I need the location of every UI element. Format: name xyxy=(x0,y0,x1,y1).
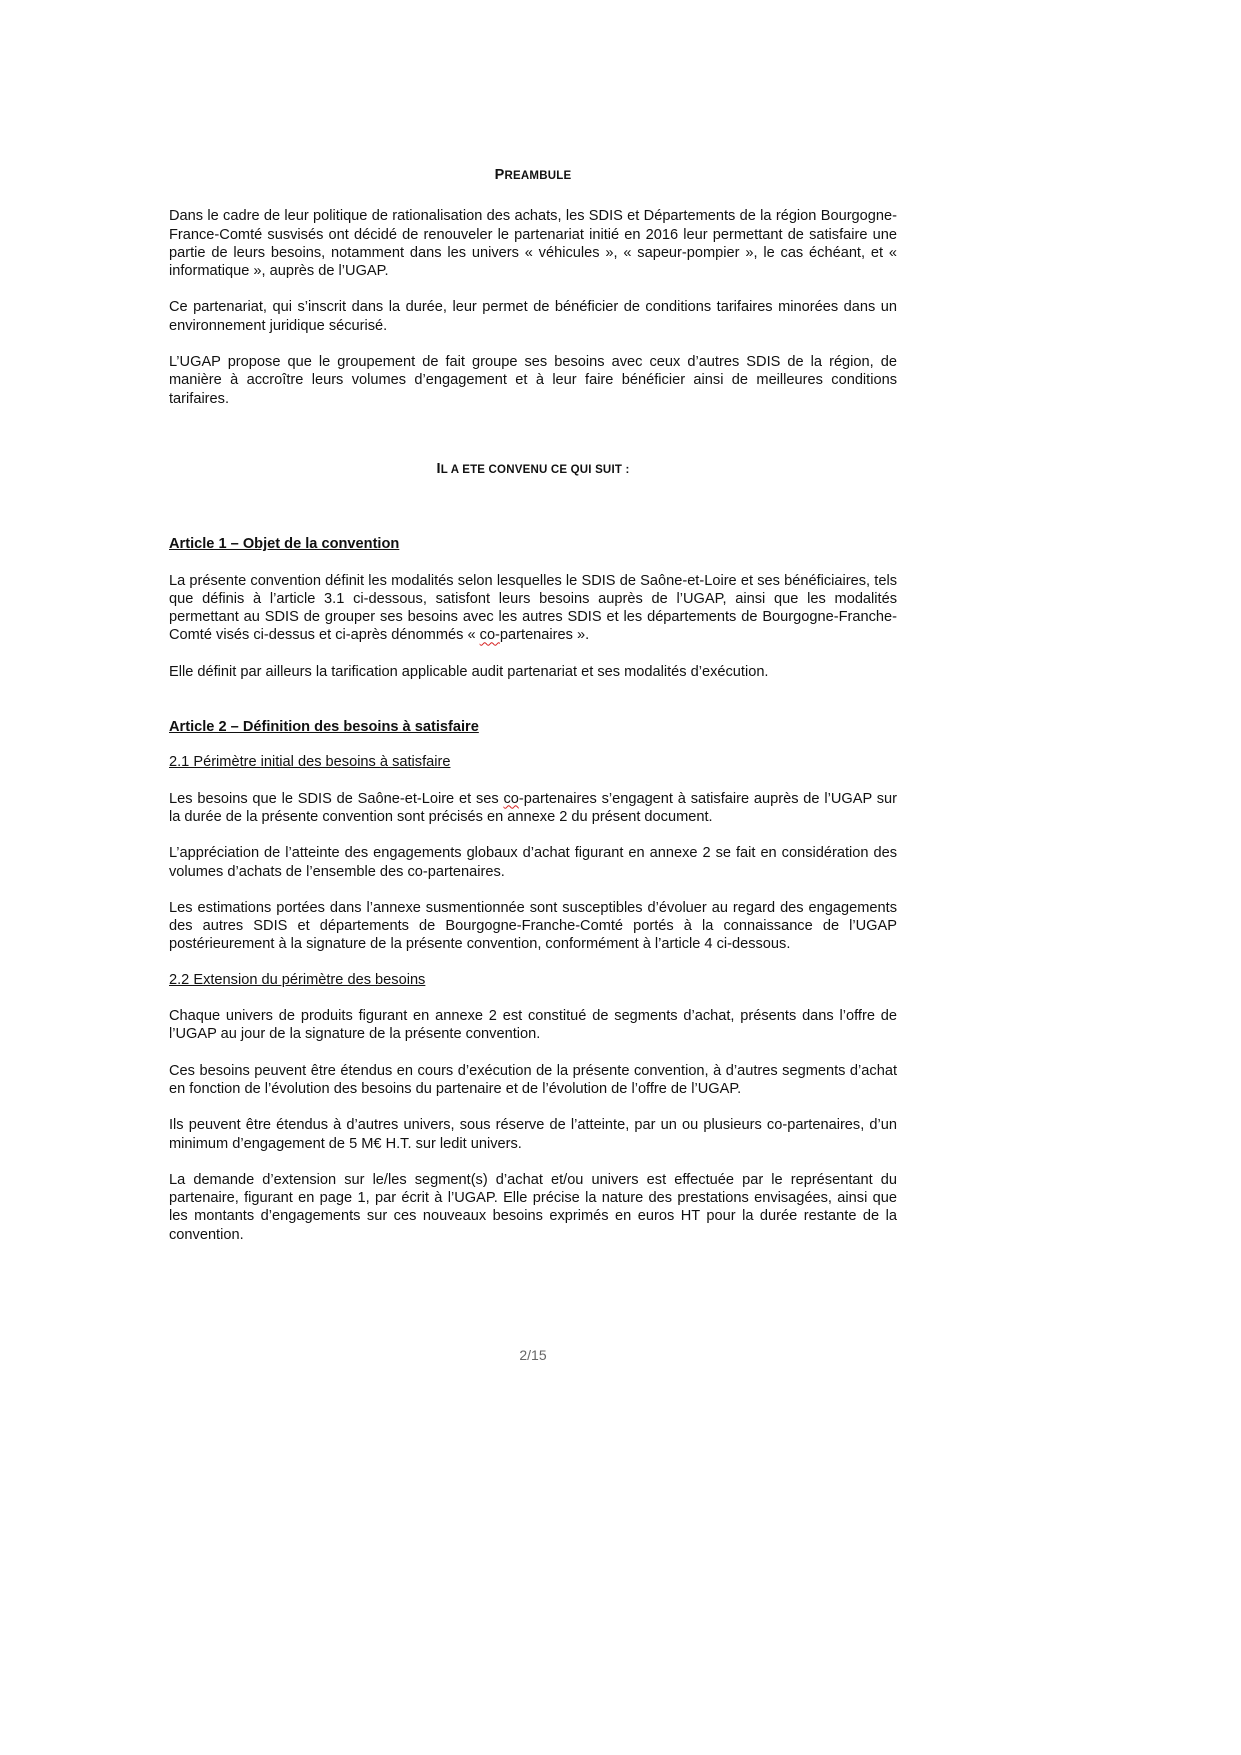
section-2-2-paragraph-2: Ces besoins peuvent être étendus en cours d’exécution de la présente convention, à d’autres segments d’achat en fonction de l’évolution des besoins du partenaire et de l’évolution de l’offre de l’UGAP. xyxy=(169,1062,897,1097)
preamble-title-initial: P xyxy=(494,167,505,183)
section-2-1-paragraph-1 xyxy=(169,790,897,827)
section-2-1-paragraph-2: L’appréciation de l’atteinte des engagements globaux d’achat figurant en annexe 2 se fait en considération des volumes d’achats de l’ensemble des co-partenaires. xyxy=(169,845,897,880)
article-2-title: Article 2 – Définition des besoins à satisfaire xyxy=(169,719,479,736)
preamble-paragraph-2: Ce partenariat, qui s’inscrit dans la durée, leur permet de bénéficier de conditions tarifaires minorées dans un environnement juridique sécurisé. xyxy=(169,299,897,334)
agreement-heading-rest: L A ETE CONVENU CE QUI SUIT : xyxy=(440,463,630,476)
section-2-2-paragraph-3: Ils peuvent être étendus à d’autres univers, sous réserve de l’atteinte, par un ou plusieurs co-partenaires, d’un minimum d’engagement de 5 M€ H.T. sur ledit univers. xyxy=(169,1117,897,1152)
preamble-paragraph-1: Dans le cadre de leur politique de rationalisation des achats, les SDIS et Départements de la région Bourgogne-France-Comté susvisés ont décidé de renouveler le partenariat initié en 2016 leur permettant de satisfaire une partie de leurs besoins, notamment dans les univers « véhicules », « sapeur-pompier », le cas échéant, et « informatique », auprès de l’UGAP. xyxy=(169,208,897,280)
agreement-heading xyxy=(169,460,897,479)
section-2-2-paragraph-4: La demande d’extension sur le/les segment(s) d’achat et/ou univers est effectuée par le représentant du partenaire, figurant en page 1, par écrit à l’UGAP. Elle précise la nature des prestations envisagées, ainsi que les montants d’engagements sur ces nouveaux besoins exprimés en euros HT pour la durée restante de la convention. xyxy=(169,1171,897,1243)
article-1-paragraph-2: Elle définit par ailleurs la tarification applicable audit partenariat et ses modalités d’exécution. xyxy=(169,663,769,680)
agreement-heading-initial: I xyxy=(436,460,441,477)
page-number: 2/15 xyxy=(519,1347,547,1363)
document-page xyxy=(169,166,897,1244)
article-1-title: Article 1 – Objet de la convention xyxy=(169,536,400,553)
article-1-paragraph-1-text: La présente convention définit les modalités selon lesquelles le SDIS de Saône-et-Loire et ses bénéficiaires, tels que définis à l’article 3.1 ci-dessous, satisfont leurs besoins auprès de l’UGAP, ainsi que les modalités permettant au SDIS de grouper ses besoins avec les autres SDIS et les départements de Bourgogne-Franche-Comté visés ci-dessus et ci-après dénommés « xyxy=(169,572,897,644)
preamble-title xyxy=(169,166,897,185)
section-2-1-paragraph-1-end: -partenaires s’engagent à satisfaire auprès de l’UGAP sur la durée de la présente convention sont précisés en annexe 2 du présent document. xyxy=(169,790,897,825)
section-2-2-title: 2.2 Extension du périmètre des besoins xyxy=(169,971,426,988)
spellcheck-flag: co- xyxy=(479,627,500,644)
preamble-title-rest: REAMBULE xyxy=(504,170,572,182)
section-2-1-paragraph-3: Les estimations portées dans l’annexe susmentionnée sont susceptibles d’évoluer au regard des engagements des autres SDIS et départements de Bourgogne-Franche-Comté portés à la connaissance de l’UGAP postérieurement à la signature de la présente convention, conformément à l’article 4 ci-dessous. xyxy=(169,899,897,953)
article-1-paragraph-1 xyxy=(169,572,897,645)
preamble-paragraph-3: L’UGAP propose que le groupement de fait groupe ses besoins avec ceux d’autres SDIS de la région, de manière à accroître leurs volumes d’engagement et à leur faire bénéficier ainsi de meilleures conditions tarifaires. xyxy=(169,354,897,407)
section-2-1-title: 2.1 Périmètre initial des besoins à satisfaire xyxy=(169,754,451,771)
section-2-2-paragraph-1: Chaque univers de produits figurant en annexe 2 est constitué de segments d’achat, présents dans l’offre de l’UGAP au jour de la signature de la présente convention. xyxy=(169,1008,897,1043)
spellcheck-flag: co xyxy=(503,790,519,807)
section-2-1-paragraph-1-start: Les besoins que le SDIS de Saône-et-Loire et ses xyxy=(169,790,504,807)
article-1-paragraph-1-end: partenaires ». xyxy=(499,627,590,644)
